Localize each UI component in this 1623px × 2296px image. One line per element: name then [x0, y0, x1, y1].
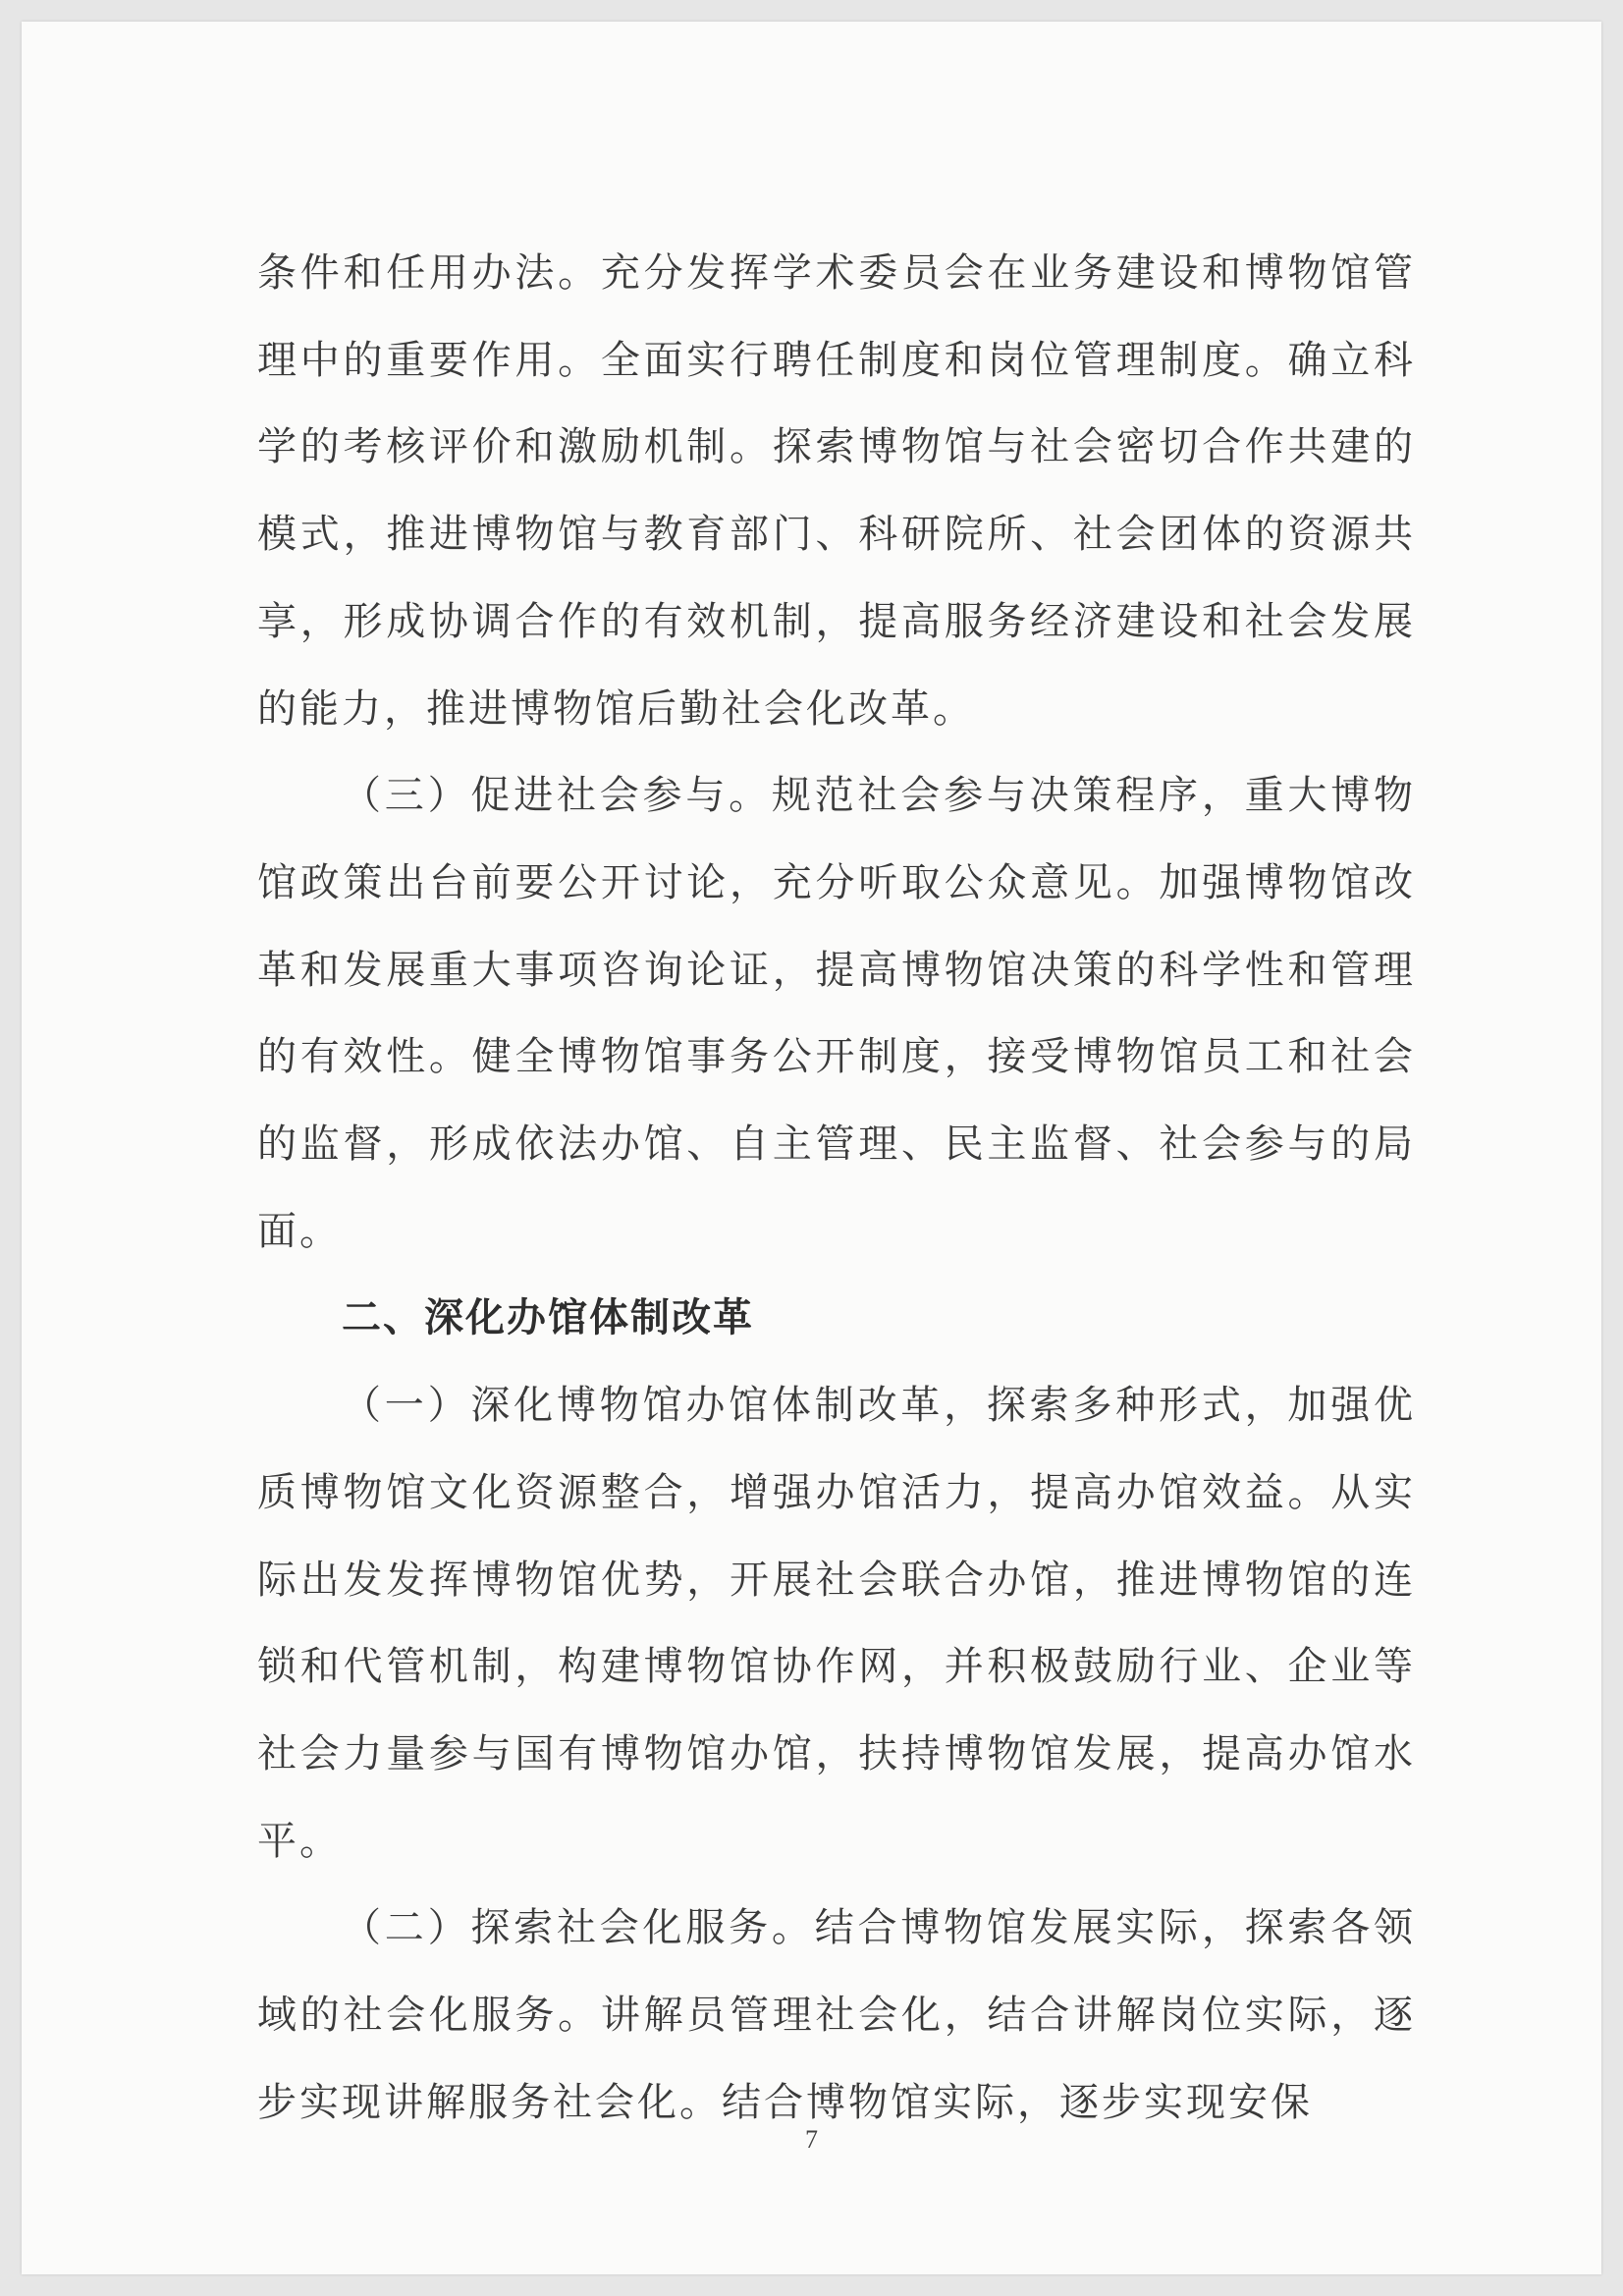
page-number: 7: [805, 2125, 818, 2154]
section-heading: 二、深化办馆体制改革: [342, 1295, 754, 1341]
paragraph-social-participation: （三）促进社会参与。规范社会参与决策程序，重大博物馆政策出台前要公开讨论，充分听取公众意见。加强博物馆改革和发展重大事项咨询论证，提高博物馆决策的科学性和管理的有效性。健全博物馆事务公开制度，接受博物馆员工和社会的监督，形成依法办馆、自主管理、民主监督、社会参与的局面。: [257, 773, 1416, 1254]
paragraph-socialized-services: （二）探索社会化服务。结合博物馆发展实际，探索各领域的社会化服务。讲解员管理社会化，结合讲解岗位实际，逐步实现讲解服务社会化。结合博物馆实际，逐步实现安保: [257, 1905, 1416, 2125]
document-page: [22, 22, 1601, 2274]
paragraph-continued: 条件和任用办法。充分发挥学术委员会在业务建设和博物馆管理中的重要作用。全面实行聘任制度和岗位管理制度。确立科学的考核评价和激励机制。探索博物馆与社会密切合作共建的模式，推进博物馆与教育部门、科研院所、社会团体的资源共享，形成协调合作的有效机制，提高服务经济建设和社会发展的能力，推进博物馆后勤社会化改革。: [257, 250, 1416, 732]
paragraph-museum-system-reform: （一）深化博物馆办馆体制改革，探索多种形式，加强优质博物馆文化资源整合，增强办馆活力，提高办馆效益。从实际出发发挥博物馆优势，开展社会联合办馆，推进博物馆的连锁和代管机制，构建博物馆协作网，并积极鼓励行业、企业等社会力量参与国有博物馆办馆，扶持博物馆发展，提高办馆水平。: [257, 1383, 1416, 1864]
document-body: [257, 230, 1416, 2146]
